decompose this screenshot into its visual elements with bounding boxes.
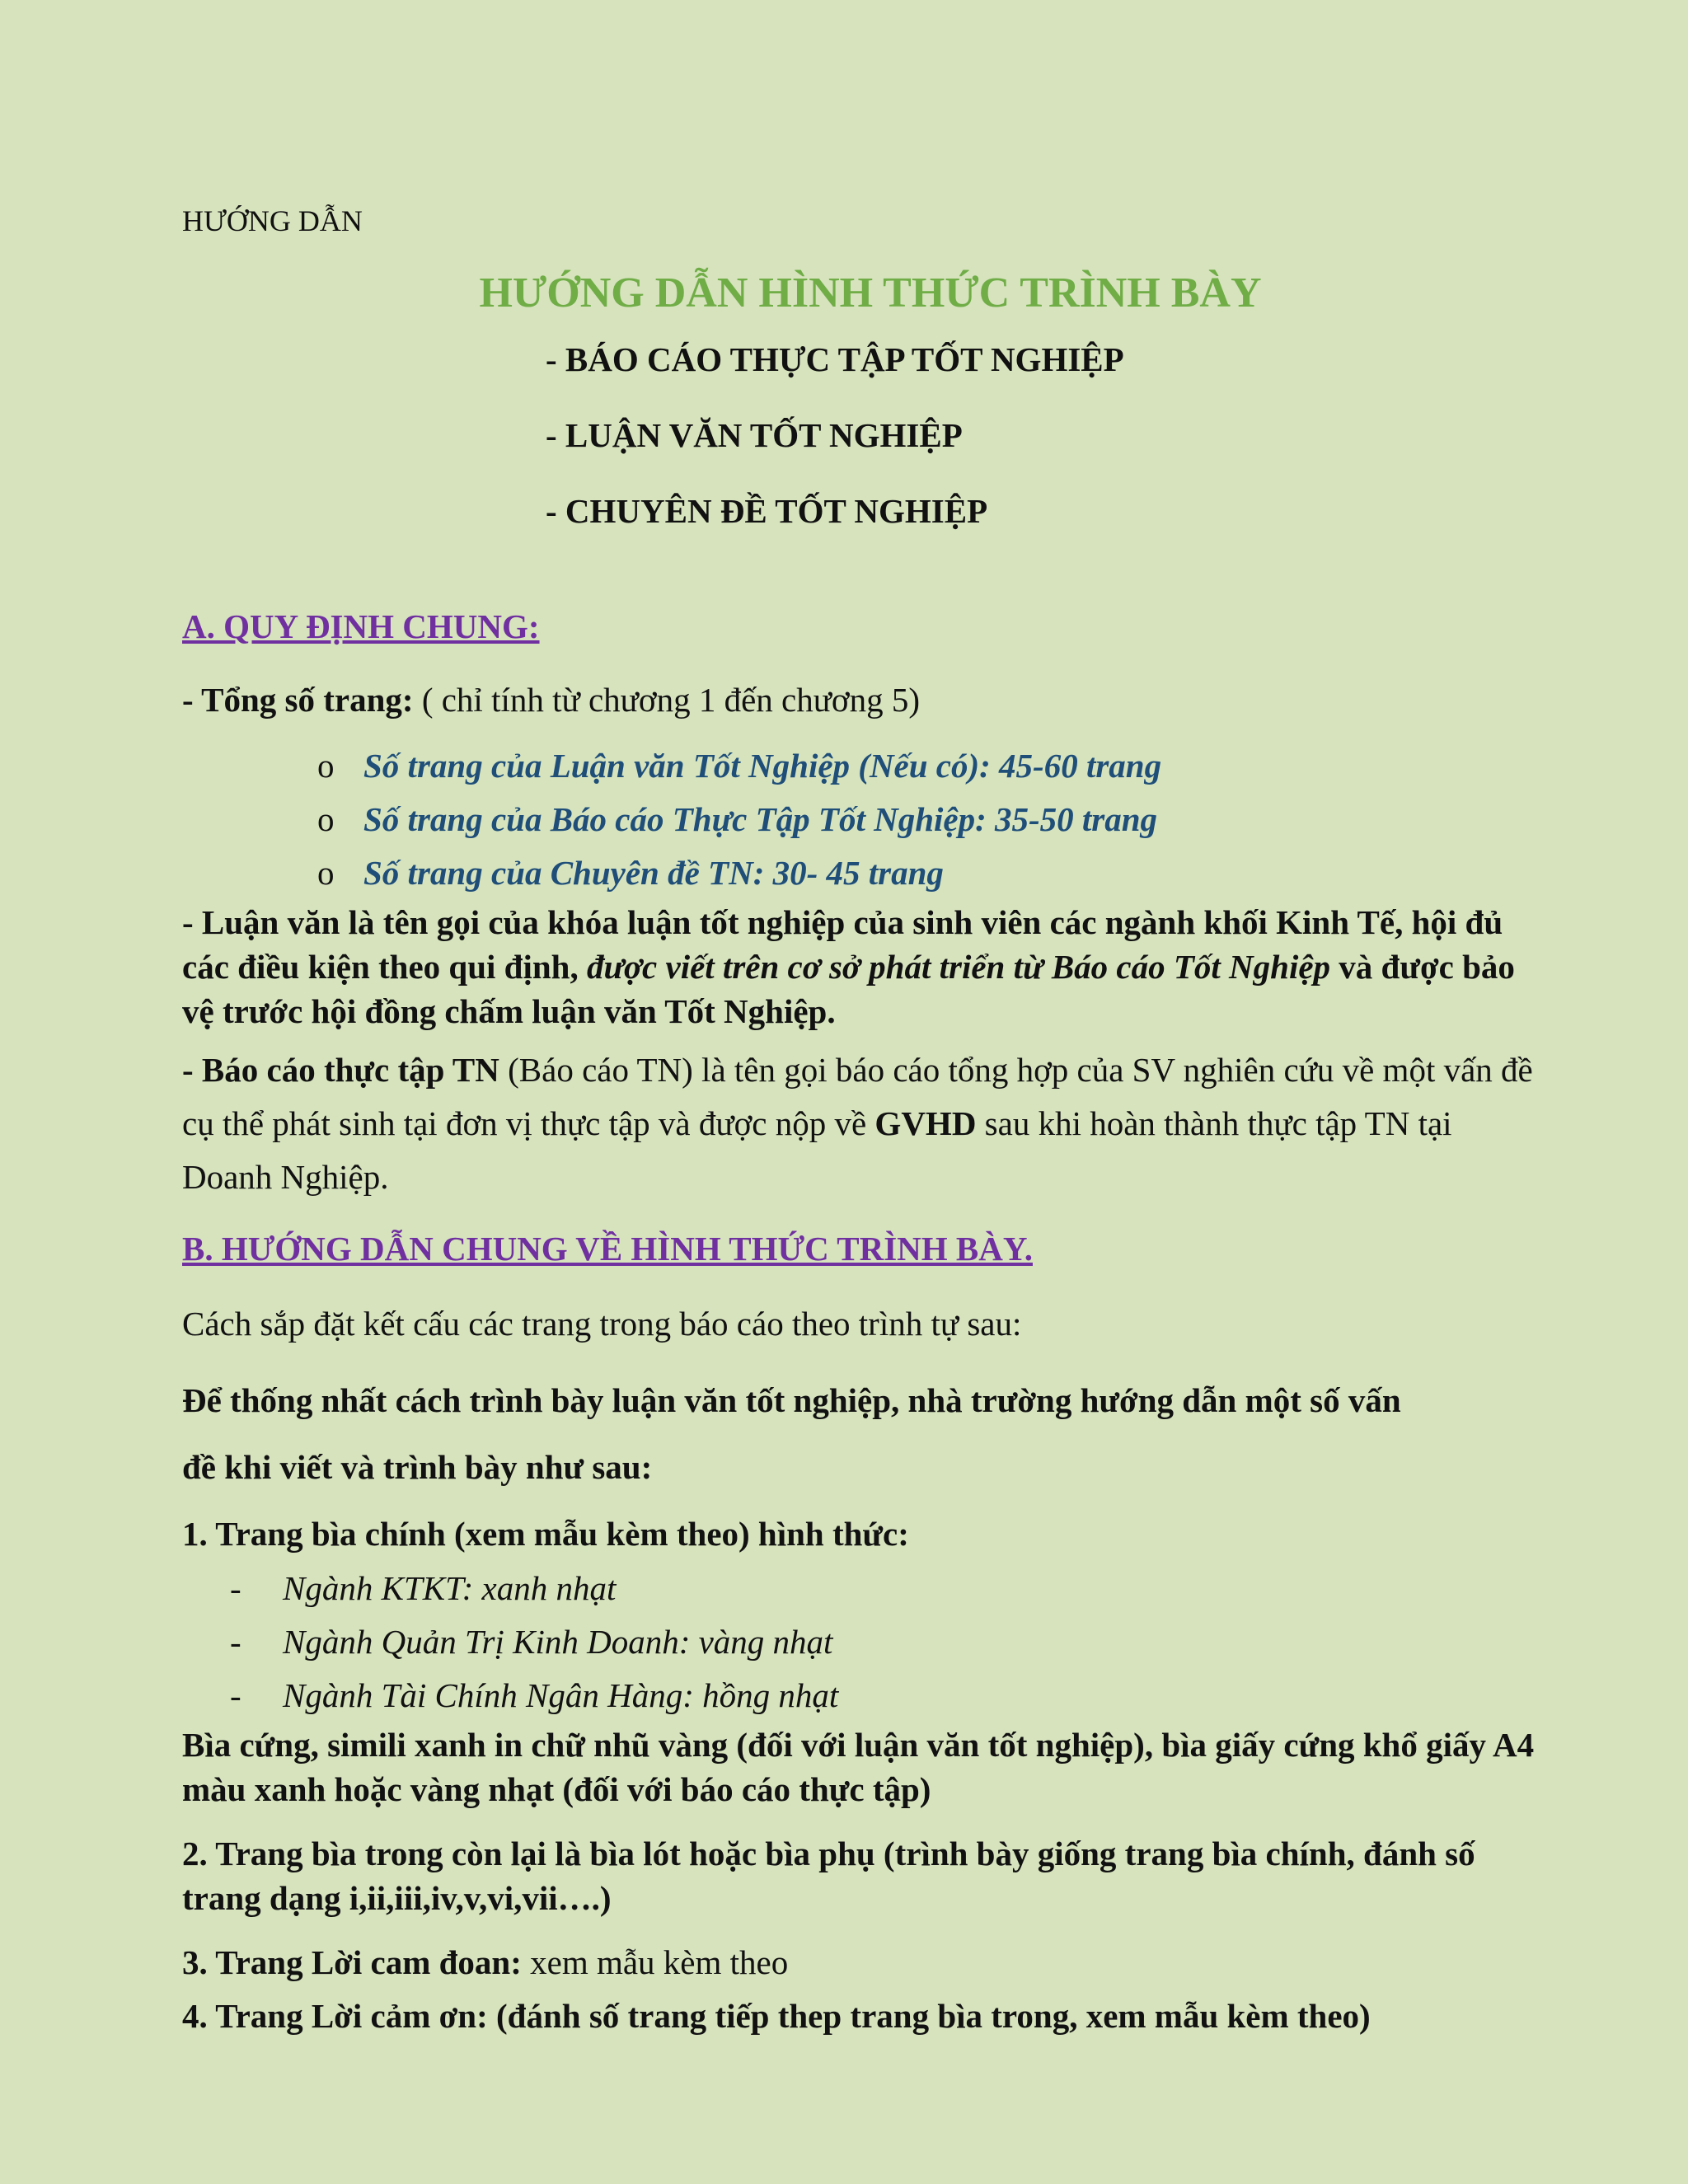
cover-color-list [182, 1562, 1542, 1722]
cover-color-tcnh: Ngành Tài Chính Ngân Hàng: hồng nhạt [283, 1676, 839, 1714]
main-title: HƯỚNG DẪN HÌNH THỨC TRÌNH BÀY [479, 269, 1262, 316]
total-pages-label: - Tổng số trang: [182, 681, 414, 719]
total-pages-line [182, 677, 1542, 723]
section-a-heading: A. QUY ĐỊNH CHUNG: [182, 607, 540, 645]
list-item [230, 1562, 1542, 1615]
page-count-topic: Số trang của Chuyên đề TN: 30- 45 trang [363, 854, 944, 892]
document-page [182, 203, 1542, 2039]
item-4: 4. Trang Lời cảm ơn: (đánh số trang tiếp thep trang bìa trong, xem mẫu kèm theo) [182, 1997, 1371, 2035]
dash-bullet-icon: - [230, 1623, 241, 1661]
thesis-definition-part-2: và được bảo vệ trước hội đồng chấm luận văn Tốt Nghiệp. [182, 948, 1515, 1030]
item-1-heading: 1. Trang bìa chính (xem mẫu kèm theo) hình thức: [182, 1515, 909, 1553]
cover-color-qtkd: Ngành Quản Trị Kinh Doanh: vàng nhạt [283, 1623, 833, 1661]
item-2: 2. Trang bìa trong còn lại là bìa lót hoặc bìa phụ (trình bày giống trang bìa chính, đánh số trang dạng i,ii,iii,iv,v,vi,vii….) [182, 1835, 1475, 1917]
report-definition-label: - Báo cáo thực tập TN [182, 1051, 499, 1089]
structure-intro: Cách sắp đặt kết cấu các trang trong báo cáo theo trình tự sau: [182, 1305, 1022, 1343]
dash-bullet-icon: - [230, 1569, 241, 1607]
total-pages-note: ( chỉ tính từ chương 1 đến chương 5) [413, 681, 921, 719]
report-definition-part-1: (Báo cáo TN) là tên gọi báo cáo tổng hợp của SV nghiên cứu về một vấn đề cụ thể phát sinh tại đơn vị thực tập và được nộp về [182, 1051, 1533, 1142]
item-3-text: xem mẫu kèm theo [521, 1943, 789, 1981]
list-item [317, 846, 1542, 900]
sub-titles [546, 338, 1542, 532]
circle-bullet-icon: o [317, 854, 335, 892]
page-count-list [182, 739, 1542, 900]
cover-color-ktkt: Ngành KTKT: xanh nhạt [283, 1569, 617, 1607]
thesis-definition [182, 900, 1542, 1033]
thesis-definition-part-1: - Luận văn là tên gọi của khóa luận tốt nghiệp của sinh viên các ngành khối Kinh Tế, hội đủ các điều kiện theo qui định, [182, 903, 1503, 986]
top-label: HƯỚNG DẪN [182, 204, 363, 237]
dash-bullet-icon: - [230, 1676, 241, 1714]
list-item [317, 793, 1542, 846]
sub-title-thesis: - LUẬN VĂN TỐT NGHIỆP [546, 416, 963, 454]
list-item [317, 739, 1542, 793]
circle-bullet-icon: o [317, 747, 335, 785]
item-3-label: 3. Trang Lời cam đoan: [182, 1943, 522, 1981]
report-definition [182, 1043, 1542, 1204]
unify-line-1: Để thống nhất cách trình bày luận văn tốt nghiệp, nhà trường hướng dẫn một số vấn [182, 1381, 1401, 1419]
sub-title-topic: - CHUYÊN ĐỀ TỐT NGHIỆP [546, 492, 988, 530]
thesis-definition-italic: được viết trên cơ sở phát triển từ Báo cáo Tốt Nghiệp [586, 948, 1331, 986]
sub-title-internship-report: - BÁO CÁO THỰC TẬP TỐT NGHIỆP [546, 340, 1124, 378]
list-item [230, 1615, 1542, 1669]
report-definition-part-2: sau khi hoàn thành thực tập TN tại Doanh Nghiệp. [182, 1104, 1452, 1196]
report-definition-gvhd: GVHD [874, 1104, 977, 1142]
cover-material: Bìa cứng, simili xanh in chữ nhũ vàng (đối với luận văn tốt nghiệp), bìa giấy cứng khổ giấy A4 màu xanh hoặc vàng nhạt (đối với báo cáo thực tập) [182, 1726, 1535, 1808]
circle-bullet-icon: o [317, 800, 335, 838]
page-count-thesis: Số trang của Luận văn Tốt Nghiệp (Nếu có): 45-60 trang [363, 747, 1162, 785]
section-b-heading: B. HƯỚNG DẪN CHUNG VỀ HÌNH THỨC TRÌNH BÀY. [182, 1230, 1033, 1268]
item-3 [182, 1940, 1542, 1985]
unify-line-2: đề khi viết và trình bày như sau: [182, 1448, 653, 1486]
page-count-report: Số trang của Báo cáo Thực Tập Tốt Nghiệp: 35-50 trang [363, 800, 1158, 838]
list-item [230, 1669, 1542, 1722]
